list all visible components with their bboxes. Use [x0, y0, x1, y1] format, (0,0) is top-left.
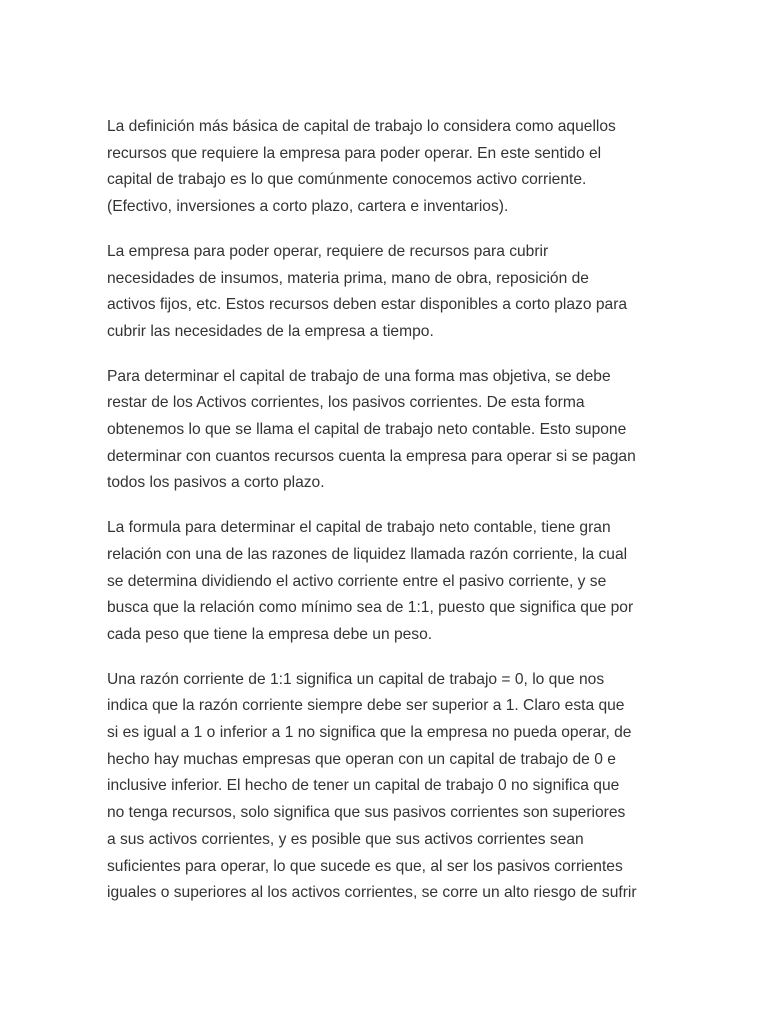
text-line: obtenemos lo que se llama el capital de trabajo neto contable. Esto supone [107, 421, 627, 439]
text-line: Para determinar el capital de trabajo de una forma mas objetiva, se debe [107, 367, 611, 385]
text-line: relación con una de las razones de liquidez llamada razón corriente, la cual [107, 545, 628, 563]
text-line: suficientes para operar, lo que sucede es que, al ser los pasivos corrientes [107, 857, 623, 875]
text-line: Una razón corriente de 1:1 significa un capital de trabajo = 0, lo que nos [107, 670, 605, 688]
text-line: La empresa para poder operar, requiere de recursos para cubrir [107, 242, 549, 260]
text-line: activos fijos, etc. Estos recursos deben estar disponibles a corto plazo para [107, 296, 628, 314]
text-line: indica que la razón corriente siempre debe ser superior a 1. Claro esta que [107, 697, 625, 715]
paragraph-5 [107, 667, 667, 907]
text-line: a sus activos corrientes, y es posible que sus activos corrientes sean [107, 830, 584, 848]
paragraph-3 [107, 364, 667, 498]
text-line: busca que la relación como mínimo sea de 1:1, puesto que significa que por [107, 599, 634, 617]
text-line: cada peso que tiene la empresa debe un peso. [107, 625, 433, 643]
text-line: necesidades de insumos, materia prima, mano de obra, reposición de [107, 269, 589, 287]
paragraph-2 [107, 239, 667, 346]
text-line: La formula para determinar el capital de trabajo neto contable, tiene gran [107, 519, 611, 537]
text-line: inclusive inferior. El hecho de tener un capital de trabajo 0 no significa que [107, 777, 620, 795]
text-line: si es igual a 1 o inferior a 1 no significa que la empresa no pueda operar, de [107, 724, 632, 742]
text-line: recursos que requiere la empresa para poder operar. En este sentido el [107, 144, 602, 162]
text-line: determinar con cuantos recursos cuenta la empresa para operar si se pagan [107, 447, 636, 465]
text-line: La definición más básica de capital de trabajo lo considera como aquellos [107, 118, 616, 135]
text-line: restar de los Activos corrientes, los pasivos corrientes. De esta forma [107, 394, 585, 412]
text-line: todos los pasivos a corto plazo. [107, 474, 325, 492]
text-line: se determina dividiendo el activo corriente entre el pasivo corriente, y se [107, 572, 607, 590]
paragraph-4 [107, 515, 667, 649]
text-line: capital de trabajo es lo que comúnmente conocemos activo corriente. [107, 171, 587, 189]
paragraph-1 [107, 114, 667, 221]
text-line: no tenga recursos, solo significa que sus pasivos corrientes son superiores [107, 804, 626, 822]
document-body [107, 114, 667, 925]
text-line: (Efectivo, inversiones a corto plazo, cartera e inventarios). [107, 198, 509, 216]
text-line: hecho hay muchas empresas que operan con un capital de trabajo de 0 e [107, 750, 616, 768]
text-line: cubrir las necesidades de la empresa a tiempo. [107, 322, 434, 340]
text-line: iguales o superiores al los activos corrientes, se corre un alto riesgo de sufrir [107, 884, 637, 902]
